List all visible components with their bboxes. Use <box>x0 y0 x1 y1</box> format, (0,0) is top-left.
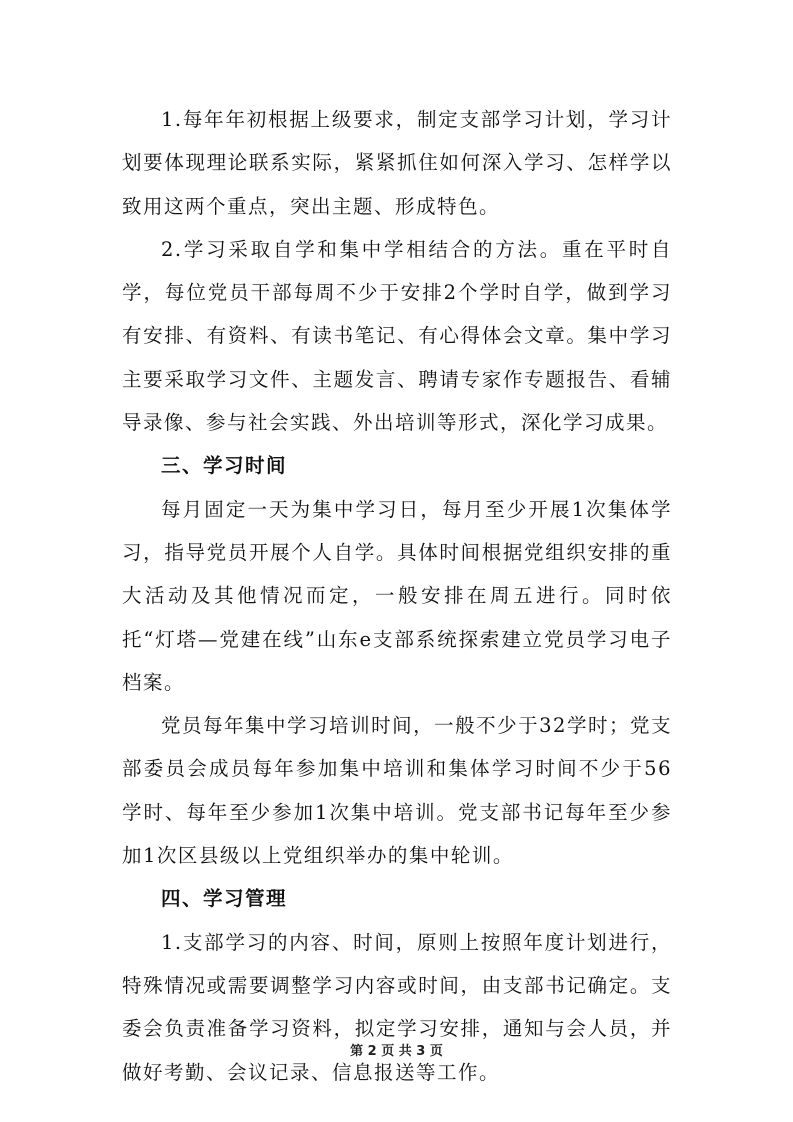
paragraph-method: 2.学习采取自学和集中学相结合的方法。重在平时自学，每位党员干部每周不少于安排2个学时自学，做到学习有安排、有资料、有读书笔记、有心得体会文章。集中学习主要采取学习文件、主题发言、聘请专家作专题报告、看辅导录像、参与社会实践、外出培训等形式，深化学习成果。 <box>122 237 672 435</box>
section-heading-study-time: 三、学习时间 <box>161 454 288 478</box>
section-heading-study-management: 四、学习管理 <box>161 887 288 911</box>
document-body <box>122 98 672 1094</box>
paragraph-study-day: 每月固定一天为集中学习日，每月至少开展1次集体学习，指导党员开展个人自学。具体时间根据党组织安排的重大活动及其他情况而定，一般安排在周五进行。同时依托“灯塔—党建在线”山东e支部系统探索建立党员学习电子档案。 <box>122 497 672 694</box>
paragraph-plan: 1.每年年初根据上级要求，制定支部学习计划，学习计划要体现理论联系实际，紧紧抓住如何深入学习、怎样学以致用这两个重点，突出主题、形成特色。 <box>122 108 672 218</box>
paragraph-training-hours: 党员每年集中学习培训时间，一般不少于32学时；党支部委员会成员每年参加集中培训和集体学习时间不少于56学时、每年至少参加1次集中培训。党支部书记每年至少参加1次区县级以上党组织举办的集中轮训。 <box>122 714 672 868</box>
page-footer: 第 2 页 共 3 页 <box>350 1044 443 1059</box>
paragraph-management: 1.支部学习的内容、时间，原则上按照年度计划进行，特殊情况或需要调整学习内容或时间，由支部书记确定。支委会负责准备学习资料，拟定学习安排，通知与会人员，并做好考勤、会议记录、信息报送等工作。 <box>122 930 672 1084</box>
